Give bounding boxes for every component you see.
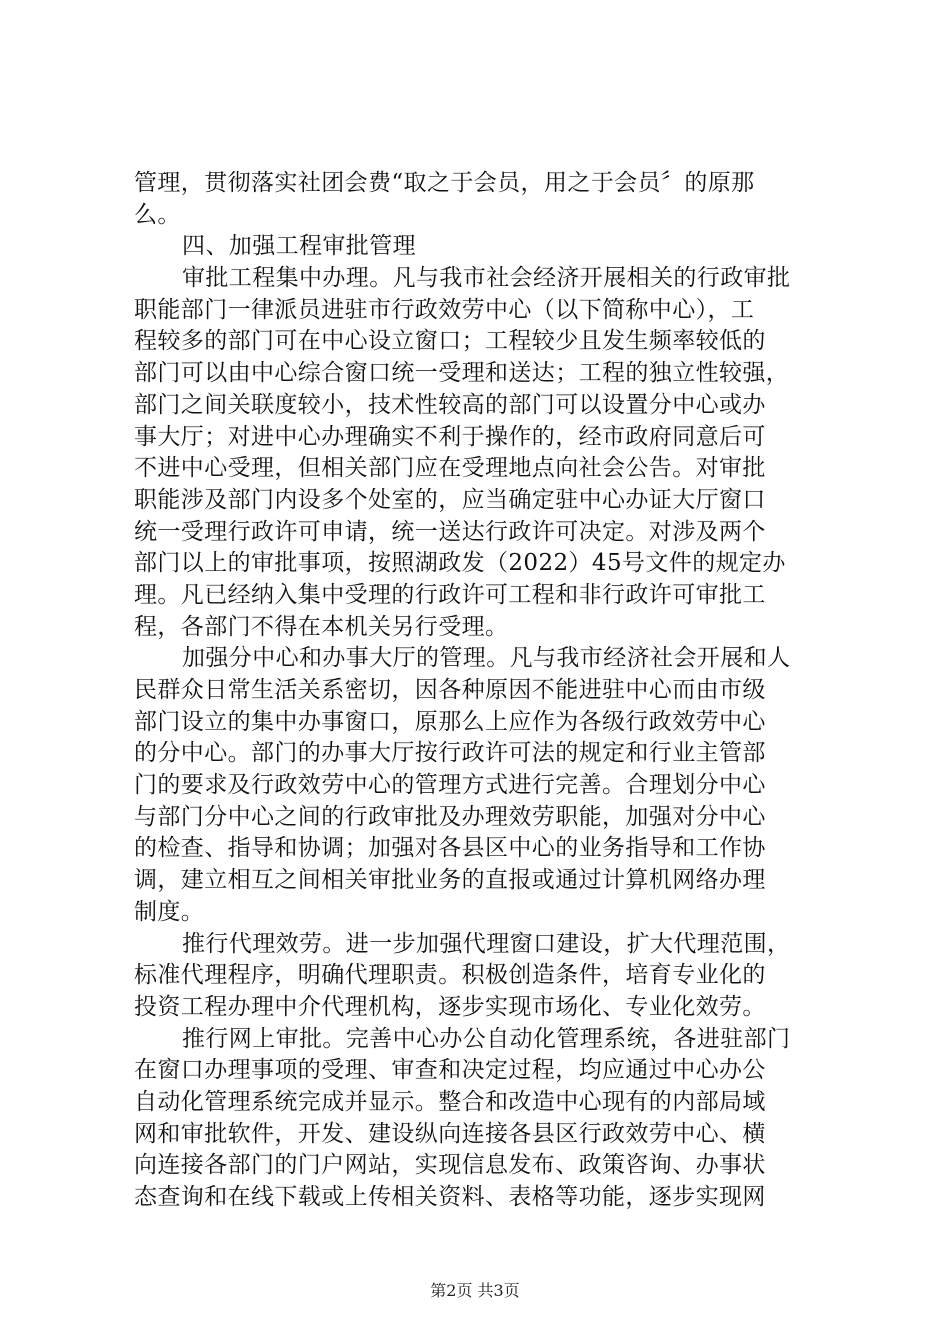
- text-line: 调，建立相互之间相关审批业务的直报或通过计算机网络办理: [134, 867, 766, 894]
- text-line: 管理，贯彻落实社团会费“取之于会员，用之于会员〞的原那: [134, 170, 755, 196]
- text-line: 程，各部门不得在本机关另行受理。: [134, 613, 509, 640]
- text-line: 职能涉及部门内设多个处室的，应当确定驻中心办证大厅窗口: [134, 486, 766, 513]
- text-line: 在窗口办理事项的受理、审查和决定过程，均应通过中心办公: [134, 1057, 766, 1084]
- paragraph-start: 审批工程集中办理。凡与我市社会经济开展相关的行政审批: [182, 265, 791, 292]
- text-line: 与部门分中心之间的行政审批及办理效劳职能，加强对分中心: [134, 803, 766, 830]
- text-line: 么。: [134, 201, 181, 228]
- paragraph-start: 加强分中心和办事大厅的管理。凡与我市经济社会开展和人: [182, 645, 791, 672]
- text-line: 制度。: [134, 898, 205, 925]
- text-line: 的检查、指导和协调；加强对各县区中心的业务指导和工作协: [134, 835, 766, 862]
- text-line: 部门之间关联度较小，技术性较高的部门可以设置分中心或办: [134, 391, 766, 418]
- text-line: 理。凡已经纳入集中受理的行政许可工程和非行政许可审批工: [134, 581, 766, 608]
- text-line: 程较多的部门可在中心设立窗口；工程较少且发生频率较低的: [134, 328, 766, 355]
- page-footer: [0, 1278, 950, 1301]
- text-line: 职能部门一律派员进驻市行政效劳中心（以下简称中心），工: [134, 296, 755, 323]
- text-line: 事大厅；对进中心办理确实不利于操作的，经市政府同意后可: [134, 423, 766, 450]
- text-line: 部门设立的集中办事窗口，原那么上应作为各级行政效劳中心: [134, 708, 766, 735]
- text-line: 自动化管理系统完成并显示。整合和改造中心现有的内部局域: [134, 1088, 766, 1115]
- text-line: 态查询和在线下载或上传相关资料、表格等功能，逐步实现网: [134, 1184, 766, 1210]
- paragraph-start: 推行网上审批。完善中心办公自动化管理系统，各进驻部门: [182, 1025, 791, 1052]
- text-line: 网和审批软件，开发、建设纵向连接各县区行政效劳中心、横: [134, 1120, 766, 1147]
- section-heading: 四、加强工程审批管理: [182, 233, 416, 260]
- text-line: 部门可以由中心综合窗口统一受理和送达；工程的独立性较强，: [134, 360, 790, 387]
- text-line: 向连接各部门的门户网站，实现信息发布、政策咨询、办事状: [134, 1152, 766, 1179]
- text-line: 部门以上的审批事项，按照湖政发（2022）45号文件的规定办: [134, 550, 786, 577]
- text-line: 不进中心受理，但相关部门应在受理地点向社会公告。对审批: [134, 455, 766, 482]
- paragraph-start: 推行代理效劳。进一步加强代理窗口建设，扩大代理范围，: [182, 930, 791, 957]
- text-line: 投资工程办理中介代理机构，逐步实现市场化、专业化效劳。: [134, 993, 766, 1020]
- text-line: 的分中心。部门的办事大厅按行政许可法的规定和行业主管部: [134, 740, 766, 767]
- document-body: [134, 168, 834, 1214]
- text-line: 民群众日常生活关系密切，因各种原因不能进驻中心而由市级: [134, 677, 766, 703]
- text-line: 标准代理程序，明确代理职责。积极创造条件，培育专业化的: [134, 962, 766, 989]
- page-number: 第2页 共3页: [430, 1281, 520, 1300]
- text-line: 统一受理行政许可申请，统一送达行政许可决定。对涉及两个: [134, 518, 766, 545]
- text-line: 门的要求及行政效劳中心的管理方式进行完善。合理划分中心: [134, 772, 766, 799]
